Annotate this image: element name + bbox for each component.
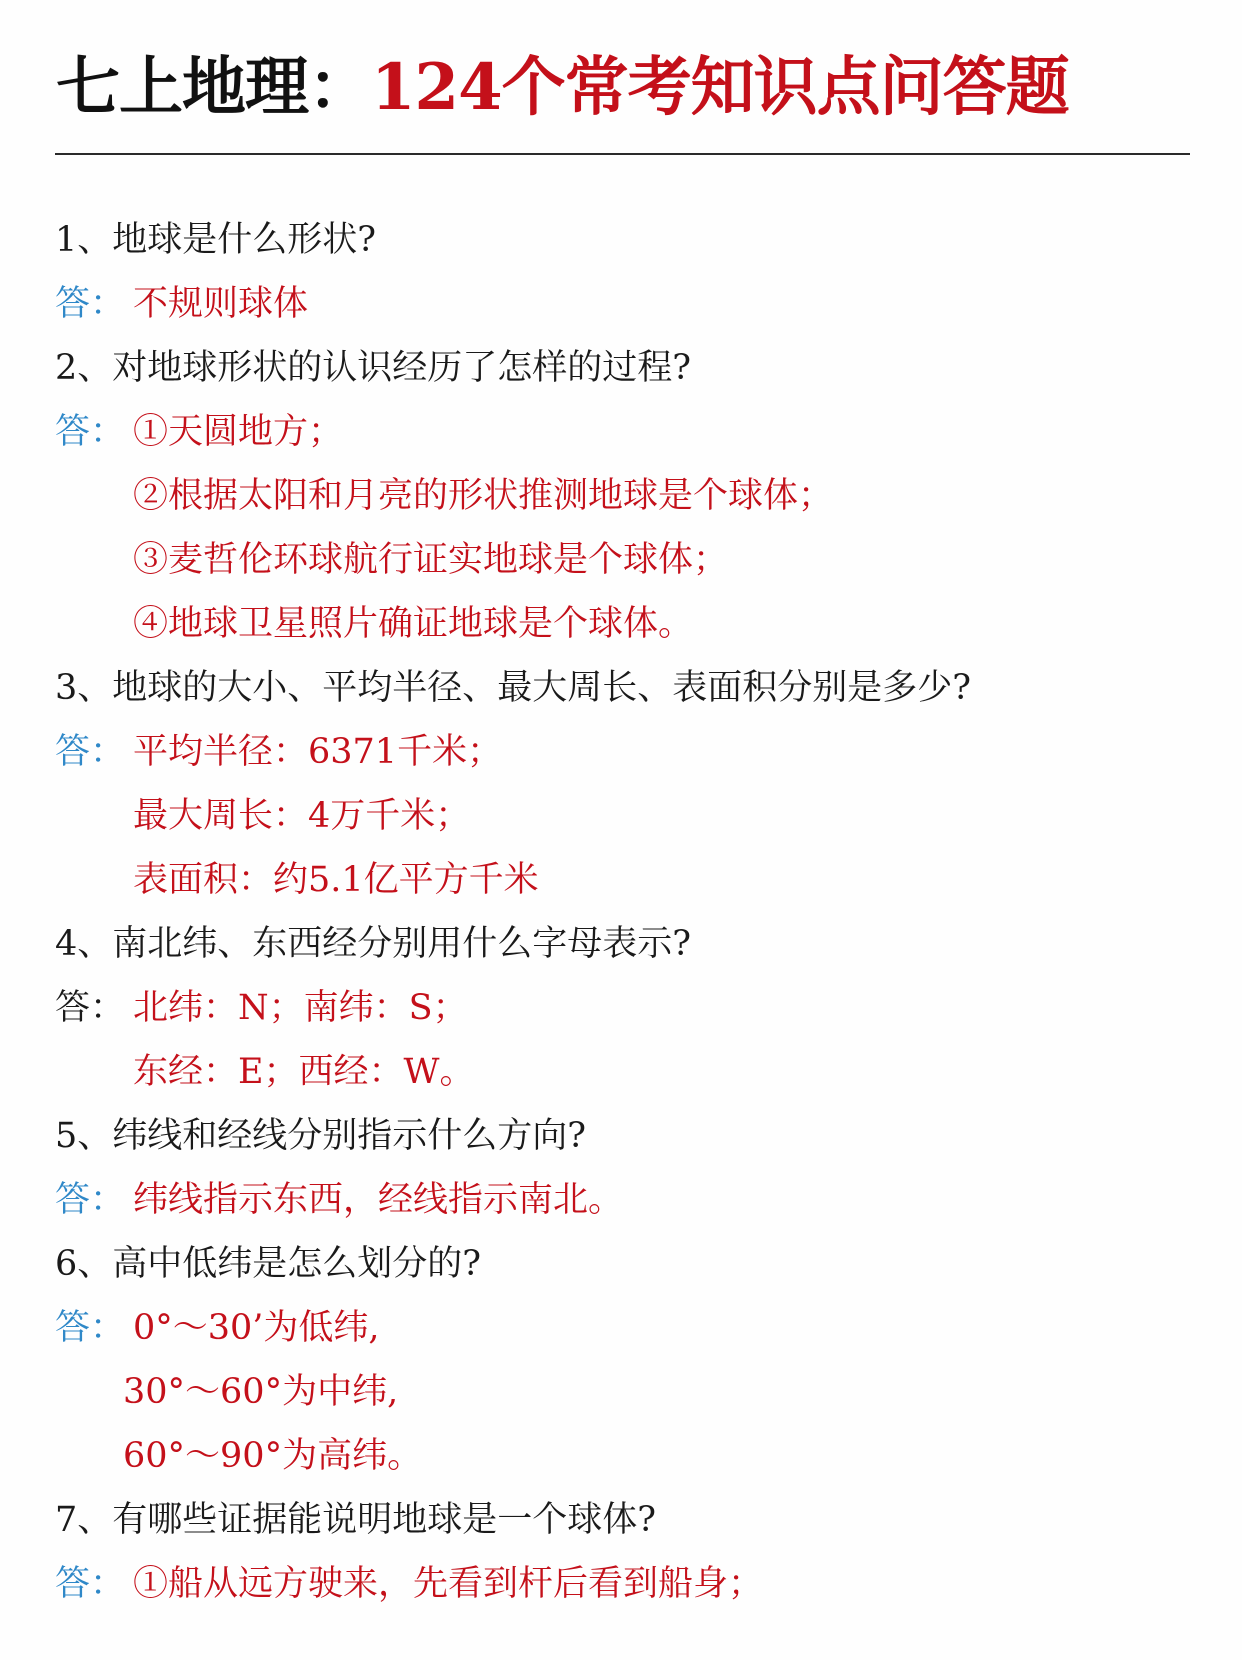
answer-text: 0°～30’为低纬, xyxy=(133,1308,380,1348)
answer-3-line-1 xyxy=(55,720,1195,784)
question-3: 3、地球的大小、平均半径、最大周长、表面积分别是多少? xyxy=(55,668,972,708)
question-4: 4、南北纬、东西经分别用什么字母表示? xyxy=(55,924,692,964)
answer-6-line-2 xyxy=(55,1360,1195,1424)
question-5: 5、纬线和经线分别指示什么方向? xyxy=(55,1116,587,1156)
qa-list xyxy=(55,208,1195,1616)
answer-label: 答： xyxy=(55,284,126,324)
answer-label: 答： xyxy=(55,988,126,1028)
answer-2-line-4 xyxy=(55,592,1195,656)
answer-text: ③麦哲伦环球航行证实地球是个球体； xyxy=(133,540,729,580)
answer-label: 答： xyxy=(55,412,126,452)
answer-1 xyxy=(55,272,1195,336)
answer-text: 东经：E；西经：W。 xyxy=(133,1052,475,1092)
answer-4-line-2 xyxy=(55,1040,1195,1104)
answer-text: 60°～90°为高纬。 xyxy=(123,1436,423,1476)
page-title xyxy=(56,30,1069,146)
question-1: 1、地球是什么形状? xyxy=(55,220,377,260)
question-7: 7、有哪些证据能说明地球是一个球体? xyxy=(55,1500,657,1540)
answer-text: 30°～60°为中纬, xyxy=(123,1372,399,1412)
answer-label: 答： xyxy=(55,1308,126,1348)
answer-2-line-3 xyxy=(55,528,1195,592)
answer-2-line-2 xyxy=(55,464,1195,528)
answer-text: ①天圆地方； xyxy=(133,412,344,452)
answer-label: 答： xyxy=(55,1180,126,1220)
answer-3-line-2 xyxy=(55,784,1195,848)
answer-label: 答： xyxy=(55,1564,126,1604)
answer-text: 表面积：约5.1亿平方千米 xyxy=(133,860,539,900)
answer-text: ②根据太阳和月亮的形状推测地球是个球体； xyxy=(133,476,834,516)
answer-text: ④地球卫星照片确证地球是个球体。 xyxy=(133,604,694,644)
answer-label: 答： xyxy=(55,732,126,772)
answer-4-line-1 xyxy=(55,976,1195,1040)
answer-3-line-3 xyxy=(55,848,1195,912)
answer-2-line-1 xyxy=(55,400,1195,464)
answer-6-line-1 xyxy=(55,1296,1195,1360)
question-6: 6、高中低纬是怎么划分的? xyxy=(55,1244,482,1284)
answer-text: ①船从远方驶来，先看到杆后看到船身； xyxy=(133,1564,764,1604)
title-highlight: 124个常考知识点问答题 xyxy=(371,50,1069,125)
question-2: 2、对地球形状的认识经历了怎样的过程? xyxy=(55,348,692,388)
answer-text: 平均半径：6371千米； xyxy=(133,732,503,772)
title-divider xyxy=(55,153,1190,155)
answer-5 xyxy=(55,1168,1195,1232)
answer-text: 不规则球体 xyxy=(133,284,309,324)
title-prefix: 七上地理： xyxy=(56,50,371,125)
answer-text: 纬线指示东西，经线指示南北。 xyxy=(133,1180,624,1220)
answer-6-line-3 xyxy=(55,1424,1195,1488)
answer-text: 北纬：N；南纬：S； xyxy=(133,988,468,1028)
answer-text: 最大周长：4万千米； xyxy=(133,796,471,836)
answer-7-line-1 xyxy=(55,1552,1195,1616)
